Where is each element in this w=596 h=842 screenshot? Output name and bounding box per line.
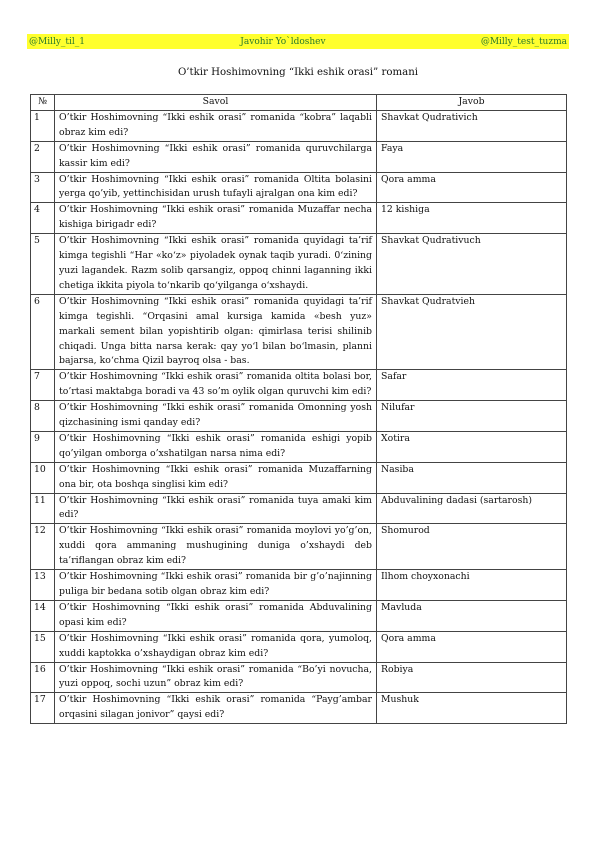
- header-bar: [27, 34, 569, 49]
- row-number: 15: [31, 631, 55, 662]
- answer-cell: Shavkat Qudrativuch: [377, 234, 567, 295]
- question-cell: O’tkir Hoshimovning “Ikki eshik orasi” romanida Abduvalining opasi kim edi?: [55, 600, 377, 631]
- row-number: 8: [31, 401, 55, 432]
- question-cell: O’tkir Hoshimovning “Ikki eshik orasi” romanida eshigi yopib qo’yilgan omborga o’xshatilgan narsa nima edi?: [55, 431, 377, 462]
- answer-cell: Ilhom choyxonachi: [377, 570, 567, 601]
- answer-cell: 12 kishiga: [377, 203, 567, 234]
- row-number: 14: [31, 600, 55, 631]
- row-number: 4: [31, 203, 55, 234]
- answer-cell: Xotira: [377, 431, 567, 462]
- column-header-answer: Javob: [377, 95, 567, 111]
- table-row: [31, 234, 567, 295]
- row-number: 5: [31, 234, 55, 295]
- question-cell: O’tkir Hoshimovning “Ikki eshik orasi” romanida “kobra” laqabli obraz kim edi?: [55, 110, 377, 141]
- question-cell: O’tkir Hoshimovning “Ikki eshik orasi” romanida “Payg’ambar orqasini silagan jonivor” qaysi edi?: [55, 693, 377, 724]
- row-number: 1: [31, 110, 55, 141]
- table-row: [31, 172, 567, 203]
- question-cell: O’tkir Hoshimovning “Ikki eshik orasi” romanida moylovi yo’g’on, xuddi qora ammaning mushugining duniga o’xshaydi deb ta’riflangan obraz kim edi?: [55, 524, 377, 570]
- column-header-question: Savol: [55, 95, 377, 111]
- table-row: [31, 600, 567, 631]
- row-number: 17: [31, 693, 55, 724]
- table-row: [31, 693, 567, 724]
- table-row: [31, 493, 567, 524]
- table-row: [31, 570, 567, 601]
- header-left-channel[interactable]: @Milly_til_1: [29, 36, 86, 47]
- header-right-channel[interactable]: @Milly_test_tuzma: [480, 36, 567, 47]
- question-cell: O’tkir Hoshimovning “Ikki eshik orasi” romanida quyidagi ta’rif kimga tegishli. “Orqasini amal kursiga kamida «besh yuz» markali sement bilan yopishtirib olgan: qimirlasa terisi shilinib chiqadi. Unga bitta narsa kerak: qay yo‘l bilan bo‘lmasin, planni bajarsa, ko‘chma Qizil bayroq olsa - bas.: [55, 294, 377, 370]
- question-cell: O’tkir Hoshimovning “Ikki eshik orasi” romanida Muzaffarning ona bir, ota boshqa singlisi kim edi?: [55, 462, 377, 493]
- question-cell: O’tkir Hoshimovning “Ikki eshik orasi” romanida tuya amaki kim edi?: [55, 493, 377, 524]
- table-row: [31, 662, 567, 693]
- row-number: 13: [31, 570, 55, 601]
- column-header-number: №: [31, 95, 55, 111]
- table-row: [31, 631, 567, 662]
- question-cell: O’tkir Hoshimovning “Ikki eshik orasi” romanida oltita bolasi bor, to’rtasi maktabga boradi va 43 so’m oylik olgan quruvchi kim edi?: [55, 370, 377, 401]
- table-row: [31, 524, 567, 570]
- document-title: O’tkir Hoshimovning “Ikki eshik orasi” romani: [177, 67, 419, 78]
- row-number: 3: [31, 172, 55, 203]
- question-cell: O’tkir Hoshimovning “Ikki eshik orasi” romanida Oltita bolasini yerga qo’yib, yettinchisidan urush tufayli ajralgan ona kim edi?: [55, 172, 377, 203]
- header-author: Javohir Yo`ldoshev: [240, 36, 326, 47]
- answer-cell: Shomurod: [377, 524, 567, 570]
- answer-cell: Qora amma: [377, 631, 567, 662]
- answer-cell: Nasiba: [377, 462, 567, 493]
- question-cell: O’tkir Hoshimovning “Ikki eshik orasi” romanida bir g’o’najinning puliga bir bedana sotib olgan obraz kim edi?: [55, 570, 377, 601]
- row-number: 7: [31, 370, 55, 401]
- answer-cell: Nilufar: [377, 401, 567, 432]
- table-row: [31, 141, 567, 172]
- row-number: 10: [31, 462, 55, 493]
- question-cell: O’tkir Hoshimovning “Ikki eshik orasi” romanida “Bo’yi novucha, yuzi oppoq, sochi uzun” obraz kim edi?: [55, 662, 377, 693]
- question-cell: O’tkir Hoshimovning “Ikki eshik orasi” romanida Omonning yosh qizchasining ismi qanday edi?: [55, 401, 377, 432]
- question-cell: O’tkir Hoshimovning “Ikki eshik orasi” romanida qora, yumoloq, xuddi kaptokka o’xshaydigan obraz kim edi?: [55, 631, 377, 662]
- answer-cell: Shavkat Qudratvieh: [377, 294, 567, 370]
- table-row: [31, 462, 567, 493]
- question-cell: O’tkir Hoshimovning “Ikki eshik orasi” romanida Muzaffar necha kishiga birigadr edi?: [55, 203, 377, 234]
- question-cell: O’tkir Hoshimovning “Ikki eshik orasi” romanida quyidagi ta’rif kimga tegishli “Har «ko‘z» piyoladek oynak taqib yuradi. 0‘zining yuzi lagandek. Razm solib qarsangiz, oppoq chinni laganning ikki chetiga ikkita piyola to‘nkarib qo‘yilganga o‘xshaydi.: [55, 234, 377, 295]
- answer-cell: Faya: [377, 141, 567, 172]
- table-row: [31, 294, 567, 370]
- answer-cell: Shavkat Qudrativich: [377, 110, 567, 141]
- answer-cell: Mavluda: [377, 600, 567, 631]
- answer-cell: Robiya: [377, 662, 567, 693]
- row-number: 12: [31, 524, 55, 570]
- table-row: [31, 401, 567, 432]
- table-row: [31, 431, 567, 462]
- quiz-table: [30, 94, 567, 724]
- table-header-row: [31, 95, 567, 111]
- table-row: [31, 110, 567, 141]
- answer-cell: Mushuk: [377, 693, 567, 724]
- row-number: 9: [31, 431, 55, 462]
- row-number: 2: [31, 141, 55, 172]
- answer-cell: Qora amma: [377, 172, 567, 203]
- table-row: [31, 370, 567, 401]
- row-number: 6: [31, 294, 55, 370]
- answer-cell: Safar: [377, 370, 567, 401]
- row-number: 11: [31, 493, 55, 524]
- row-number: 16: [31, 662, 55, 693]
- question-cell: O’tkir Hoshimovning “Ikki eshik orasi” romanida quruvchilarga kassir kim edi?: [55, 141, 377, 172]
- table-row: [31, 203, 567, 234]
- answer-cell: Abduvalining dadasi (sartarosh): [377, 493, 567, 524]
